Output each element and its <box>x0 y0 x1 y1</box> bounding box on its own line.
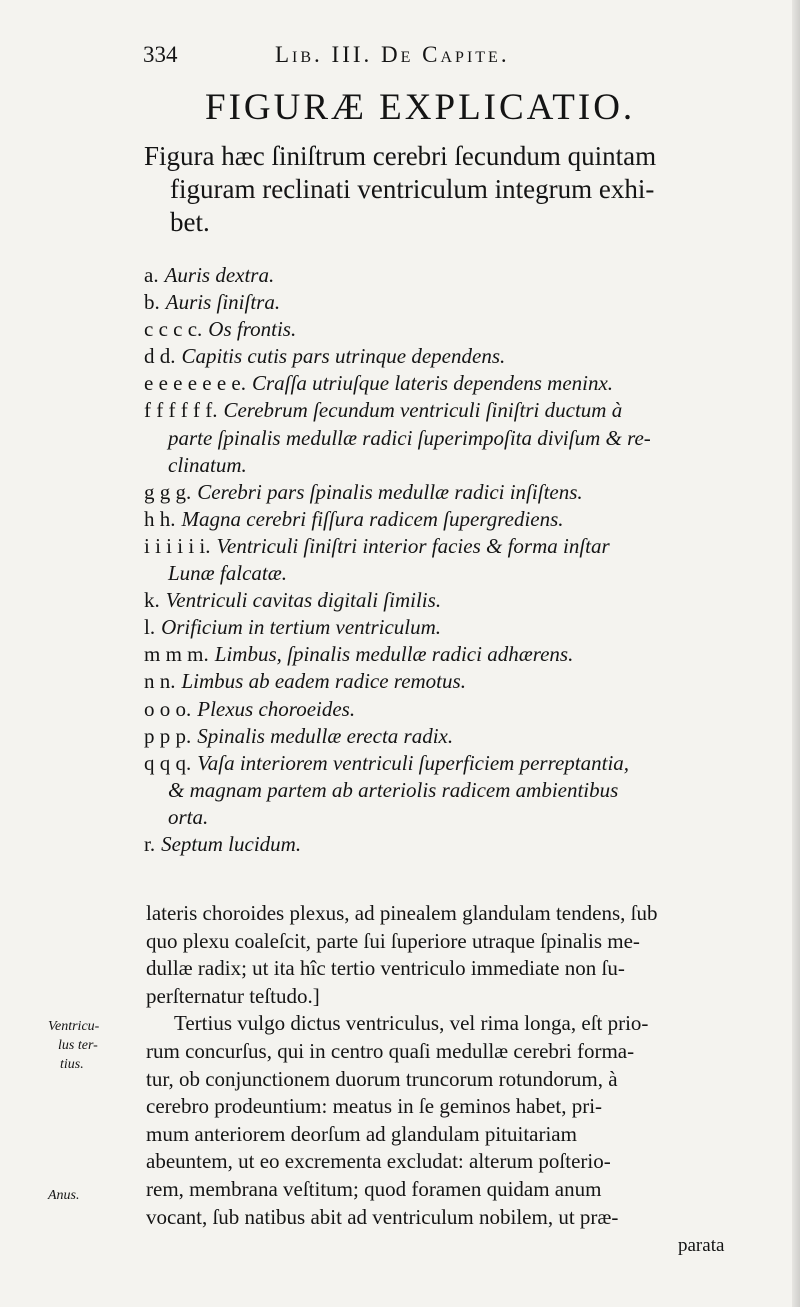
legend-description: parte ſpinalis medullæ radici ſuperimpoſita diviſum & re- <box>168 425 651 450</box>
body-line: lateris choroides plexus, ad pinealem glandulam tendens, ſub <box>146 901 658 925</box>
legend-description: Ventriculi ſiniſtri interior facies & forma inſtar <box>216 533 610 558</box>
body-line: rem, membrana veſtitum; quod foramen quidam anum <box>146 1176 602 1201</box>
body-line: cerebro prodeuntium: meatus in ſe geminos habet, pri- <box>146 1094 603 1119</box>
intro-line: bet. <box>170 207 210 237</box>
legend-description: Vaſa interiorem ventriculi ſuperficiem perreptantia, <box>197 750 630 775</box>
body-line: rum concurſus, qui in centro quaſi medullæ cerebri forma- <box>146 1038 635 1063</box>
legend-description: Cerebrum ſecundum ventriculi ſiniſtri ductum à <box>223 398 623 423</box>
legend-entry <box>144 289 744 316</box>
legend-entry <box>144 777 744 804</box>
body-line: tur, ob conjunctionem duorum truncorum rotundorum, à <box>146 1066 618 1091</box>
legend-description: Magna cerebri fiſſura radicem ſupergrediens. <box>181 506 564 531</box>
body-text <box>146 900 741 1231</box>
figure-intro <box>144 140 744 239</box>
legend-entry <box>144 750 744 777</box>
legend-key: p p p. <box>144 723 192 748</box>
body-line: perſternatur teſtudo.] <box>146 983 320 1008</box>
body-line: Tertius vulgo dictus ventriculus, vel rima longa, eſt prio- <box>174 1011 649 1036</box>
legend-description: & magnam partem ab arteriolis radicem ambientibus <box>168 777 619 802</box>
margin-note-anus: Anus. <box>48 1188 80 1203</box>
page-edge <box>792 0 800 1307</box>
legend-entry <box>144 560 744 587</box>
legend-description: Auris ſiniſtra. <box>165 290 281 315</box>
legend-description: Spinalis medullæ erecta radix. <box>197 723 454 748</box>
legend-description: clinatum. <box>168 452 247 477</box>
legend-key: f f f f f f. <box>144 398 218 423</box>
legend-entry <box>144 452 744 479</box>
legend-key: l. <box>144 615 156 640</box>
margin-note-line: Ventricu- <box>48 1019 100 1034</box>
legend-description: orta. <box>168 804 209 829</box>
legend-key: e e e e e e e. <box>144 371 246 396</box>
legend-entry <box>144 587 744 614</box>
legend-key: m m m. <box>144 642 209 667</box>
legend-entry <box>144 831 744 858</box>
legend-entry <box>144 614 744 641</box>
legend-entry <box>144 804 744 831</box>
legend-entry <box>144 668 744 695</box>
legend-description: Os frontis. <box>208 317 297 342</box>
legend-description: Cerebri pars ſpinalis medullæ radici inſiſtens. <box>197 479 583 504</box>
body-line: quo plexu coaleſcit, parte ſui ſuperiore utraque ſpinalis me- <box>146 928 640 953</box>
catchword: parata <box>678 1235 725 1256</box>
legend-key: a. <box>144 263 159 287</box>
legend-entry <box>144 425 744 452</box>
figure-legend <box>144 262 744 858</box>
legend-entry <box>144 533 744 560</box>
legend-entry <box>144 370 744 397</box>
margin-note-line: tius. <box>60 1057 84 1072</box>
legend-key: q q q. <box>144 750 192 775</box>
section-title: FIGURÆ EXPLICATIO. <box>205 87 636 128</box>
legend-entry <box>144 723 744 750</box>
legend-description: Capitis cutis pars utrinque dependens. <box>181 344 506 369</box>
legend-description: Ventriculi cavitas digitali ſimilis. <box>165 588 442 613</box>
legend-entry <box>144 262 744 289</box>
body-line: dullæ radix; ut ita hîc tertio ventriculo immediate non ſu- <box>146 956 625 981</box>
legend-key: i i i i i i. <box>144 533 211 558</box>
legend-description: Craſſa utriuſque lateris dependens meninx. <box>252 371 614 396</box>
legend-entry <box>144 479 744 506</box>
page-number: 334 <box>143 42 178 67</box>
margin-note-ventriculus-tertius <box>48 1017 99 1074</box>
legend-key: n n. <box>144 669 176 694</box>
intro-line: Figura hæc ſiniſtrum cerebri ſecundum quintam <box>144 141 657 171</box>
legend-entry <box>144 397 744 424</box>
legend-description: Plexus choroeides. <box>197 696 356 721</box>
running-head: Lib. III. De Capite. <box>275 42 510 67</box>
legend-key: h h. <box>144 506 176 531</box>
legend-description: Septum lucidum. <box>161 831 302 856</box>
legend-entry <box>144 641 744 668</box>
legend-description: Limbus ab eadem radice remotus. <box>181 669 466 694</box>
legend-description: Lunæ falcatæ. <box>168 561 288 586</box>
legend-key: o o o. <box>144 696 192 721</box>
legend-entry <box>144 506 744 533</box>
legend-description: Orificium in tertium ventriculum. <box>161 615 442 640</box>
legend-key: c c c c. <box>144 317 203 342</box>
intro-line: figuram reclinati ventriculum integrum exhi- <box>170 174 655 204</box>
legend-description: Limbus, ſpinalis medullæ radici adhærens. <box>214 642 574 667</box>
legend-key: b. <box>144 290 160 315</box>
body-line: vocant, ſub natibus abit ad ventriculum nobilem, ut præ- <box>146 1204 619 1229</box>
legend-description: Auris dextra. <box>164 263 275 287</box>
legend-key: k. <box>144 588 160 613</box>
legend-key: g g g. <box>144 479 192 504</box>
legend-entry <box>144 343 744 370</box>
legend-key: r. <box>144 831 156 856</box>
running-header <box>143 42 743 72</box>
legend-entry <box>144 696 744 723</box>
margin-note-line: lus ter- <box>58 1038 98 1053</box>
legend-key: d d. <box>144 344 176 369</box>
legend-entry <box>144 316 744 343</box>
body-line: abeuntem, ut eo excrementa excludat: alterum poſterio- <box>146 1149 611 1174</box>
body-line: mum anteriorem deorſum ad glandulam pituitariam <box>146 1121 577 1146</box>
